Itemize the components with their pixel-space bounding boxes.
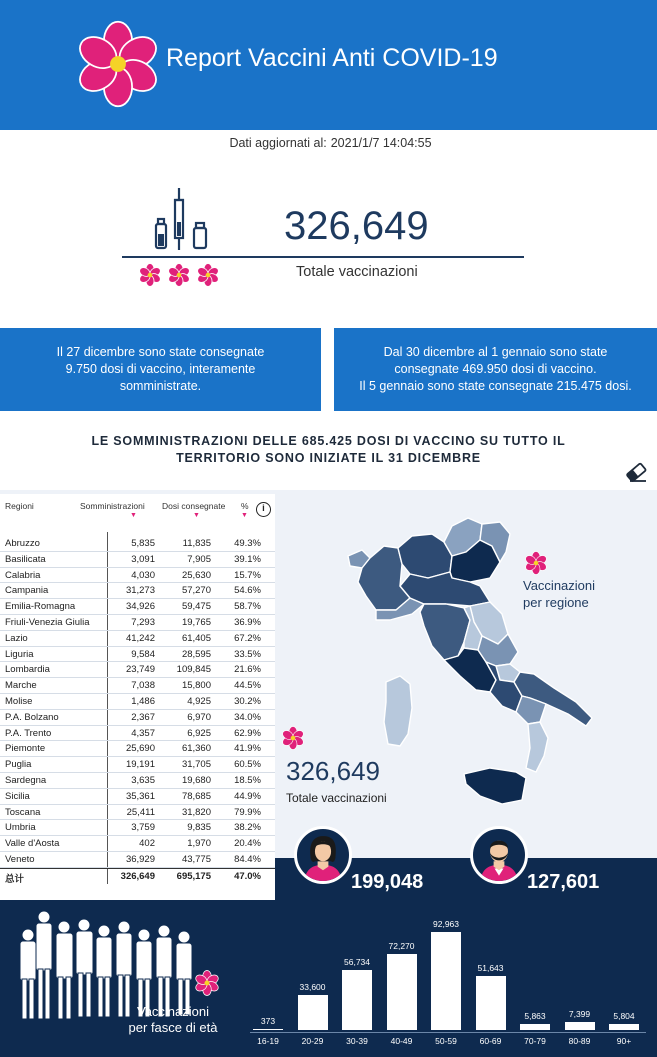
cell-somministrazioni: 41,242 (125, 632, 155, 644)
cell-regione: Toscana (5, 806, 41, 818)
map-region-sicilia (464, 768, 526, 804)
table-row[interactable] (0, 568, 275, 584)
cell-percent: 38.2% (234, 822, 261, 834)
bar-16-19[interactable] (253, 1029, 283, 1030)
page-title: Report Vaccini Anti COVID-19 (166, 44, 498, 72)
table-row[interactable] (0, 647, 275, 663)
age-chart-label-line: Vaccinazioni (136, 1004, 210, 1019)
table-row[interactable] (0, 805, 275, 821)
female-avatar-icon (294, 826, 352, 884)
age-chart-label (118, 1004, 228, 1036)
cell-percent: 62.9% (234, 727, 261, 739)
bar-value-label: 51,643 (477, 962, 504, 973)
cell-somministrazioni: 3,635 (131, 774, 155, 786)
table-body (0, 536, 275, 884)
bar-category-label: 30-39 (346, 1036, 368, 1046)
cell-regione: Campania (5, 585, 49, 597)
cell-regione: Lombardia (5, 664, 50, 676)
cell-percent: 34.0% (234, 711, 261, 723)
column-header-somministrazioni[interactable]: Somministrazioni (80, 501, 145, 511)
bar-category-label: 20-29 (301, 1036, 324, 1046)
cell-percent: 54.6% (234, 585, 261, 597)
cell-dosi: 31,820 (181, 806, 211, 818)
info-box-december (0, 328, 321, 411)
bar-value-label: 33,600 (299, 981, 326, 992)
table-row[interactable] (0, 694, 275, 710)
cell-percent: 84.4% (234, 853, 261, 865)
info-icon[interactable]: i (256, 502, 271, 517)
cell-regione: Umbria (5, 822, 36, 834)
cell-regione: Liguria (5, 648, 34, 660)
bar-value-label: 5,863 (524, 1010, 546, 1021)
cell-percent: 44.9% (234, 790, 261, 802)
bar-60-69[interactable] (476, 976, 506, 1030)
cell-regione: P.A. Bolzano (5, 711, 59, 723)
cell-somministrazioni: 3,759 (131, 822, 155, 834)
map-region-lombardia (398, 534, 452, 578)
table-row[interactable] (0, 599, 275, 615)
info-line: consegnate 469.950 dosi di vaccino. (394, 362, 597, 376)
cell-somministrazioni: 1,486 (131, 695, 155, 707)
cell-regione: P.A. Trento (5, 727, 52, 739)
cell-regione: Marche (5, 680, 37, 692)
cell-dosi: 31,705 (181, 759, 211, 771)
update-label: Dati aggiornati al: (229, 136, 327, 150)
bar-50-59[interactable] (431, 932, 461, 1030)
male-avatar-icon (470, 826, 528, 884)
cell-dosi: 61,360 (181, 743, 211, 755)
cell-dosi: 61,405 (181, 632, 211, 644)
cell-percent: 15.7% (234, 569, 261, 581)
table-row[interactable] (0, 836, 275, 852)
table-row[interactable] (0, 615, 275, 631)
bar-category-label: 60-69 (479, 1036, 502, 1046)
cell-percent: 60.5% (234, 759, 261, 771)
cell-somministrazioni: 34,926 (125, 601, 155, 613)
age-chart-label-line: per fasce di età (128, 1020, 218, 1035)
cell-regione: Emilia-Romagna (5, 601, 76, 613)
table-row[interactable] (0, 741, 275, 757)
cell-regione: Sardegna (5, 774, 47, 786)
male-vaccinations-value: 127,601 (527, 871, 600, 893)
vaccine-icon (152, 186, 212, 254)
cell-dosi: 4,925 (187, 695, 211, 707)
cell-percent: 18.5% (234, 774, 261, 786)
flower-icon (281, 726, 305, 750)
cell-percent: 58.7% (234, 601, 261, 613)
cell-somministrazioni: 7,038 (131, 680, 155, 692)
cell-somministrazioni: 19,191 (125, 759, 155, 771)
info-line: Dal 30 dicembre al 1 gennaio sono state (383, 345, 608, 359)
info-line: Il 5 gennaio sono state consegnate 215.475 dosi. (359, 379, 632, 393)
table-row[interactable] (0, 820, 275, 836)
cell-dosi: 695,175 (176, 870, 211, 882)
cell-somministrazioni: 4,357 (131, 727, 155, 739)
cell-somministrazioni: 5,835 (131, 538, 155, 549)
cell-dosi: 78,685 (181, 790, 211, 802)
cell-somministrazioni: 3,091 (131, 553, 155, 565)
table-row[interactable] (0, 631, 275, 647)
info-line: Il 27 dicembre sono state consegnate (56, 345, 265, 359)
update-value: 2021/1/7 14:04:55 (330, 136, 432, 150)
cell-regione: Veneto (5, 853, 35, 865)
bar-category-label: 70-79 (524, 1036, 546, 1046)
table-row[interactable] (0, 789, 275, 805)
bar-40-49[interactable] (387, 954, 417, 1030)
sort-icon[interactable]: ▼ (241, 512, 248, 519)
cell-dosi: 19,680 (181, 774, 211, 786)
headline-line: TERRITORIO SONO INIZIATE IL 31 DICEMBRE (176, 451, 481, 465)
age-bar-chart (248, 906, 652, 1054)
table-row[interactable] (0, 678, 275, 694)
column-header-regioni[interactable]: Regioni (5, 501, 34, 511)
cell-regione: Friuli-Venezia Giulia (5, 616, 90, 628)
map-region-calabria (526, 722, 548, 772)
cell-regione: Puglia (5, 759, 32, 771)
cell-regione: Molise (5, 695, 33, 707)
cell-somministrazioni: 7,293 (131, 616, 155, 628)
table-row[interactable] (0, 662, 275, 678)
bar-70-79[interactable] (520, 1024, 550, 1030)
cell-dosi: 11,835 (182, 538, 211, 549)
cell-dosi: 28,595 (181, 648, 211, 660)
cell-percent: 49.3% (234, 538, 261, 549)
cell-somministrazioni: 25,411 (126, 806, 155, 818)
map-legend-label (523, 577, 633, 611)
clear-filters-icon[interactable] (624, 460, 648, 484)
cell-percent: 67.2% (234, 632, 261, 644)
cell-percent: 21.6% (234, 664, 261, 676)
cell-regione: Calabria (5, 569, 41, 581)
female-vaccinations-value: 199,048 (351, 871, 424, 893)
cell-dosi: 6,925 (187, 727, 211, 739)
table-row[interactable] (0, 552, 275, 568)
table-row[interactable] (0, 583, 275, 599)
regions-table (0, 494, 275, 900)
flowers-decoration-icon (136, 262, 226, 288)
cell-percent: 39.1% (234, 553, 261, 565)
cell-somministrazioni: 31,273 (125, 585, 155, 597)
bar-value-label: 72,270 (388, 940, 415, 951)
map-total-value: 326,649 (286, 756, 380, 786)
bar-category-label: 16-19 (257, 1036, 279, 1046)
table-row[interactable] (0, 710, 275, 726)
map-legend-line: Vaccinazioni (523, 578, 596, 593)
sort-icon[interactable]: ▼ (130, 512, 137, 519)
bar-category-label: 80-89 (568, 1036, 591, 1046)
map-total-label: Totale vaccinazioni (286, 791, 387, 805)
total-vaccinations-value: 326,649 (284, 204, 429, 248)
bar-category-label: 50-59 (435, 1036, 457, 1046)
cell-somministrazioni: 9,584 (131, 648, 155, 660)
divider (122, 256, 524, 258)
cell-regione: Valle d'Aosta (5, 838, 60, 850)
cell-somministrazioni: 402 (139, 838, 155, 850)
column-header-pct[interactable]: % (241, 501, 249, 511)
cell-dosi: 109,845 (176, 664, 211, 676)
cell-somministrazioni: 36,929 (125, 853, 155, 865)
cell-somministrazioni: 25,690 (125, 743, 155, 755)
cell-dosi: 9,835 (187, 822, 211, 834)
cell-percent: 20.4% (234, 838, 261, 850)
cell-percent: 30.2% (234, 695, 261, 707)
table-row[interactable] (0, 726, 275, 742)
cell-percent: 41.9% (234, 743, 261, 755)
bar-80-89[interactable] (565, 1022, 595, 1030)
cell-somministrazioni: 326,649 (120, 870, 155, 882)
bar-value-label: 373 (260, 1016, 276, 1026)
bar-90+[interactable] (609, 1024, 639, 1030)
flower-logo-icon (74, 20, 162, 108)
cell-dosi: 43,775 (181, 853, 211, 865)
cell-regione: Abruzzo (5, 538, 40, 549)
cell-somministrazioni: 35,361 (125, 790, 155, 802)
table-row[interactable] (0, 757, 275, 773)
cell-regione: Piemonte (5, 743, 46, 755)
cell-percent: 47.0% (234, 870, 261, 882)
headline-line: LE SOMMINISTRAZIONI DELLE 685.425 DOSI DI VACCINO SU TUTTO IL (91, 434, 566, 448)
cell-regione: Lazio (5, 632, 28, 644)
cell-percent: 36.9% (234, 616, 261, 628)
cell-dosi: 57,270 (181, 585, 211, 597)
bar-category-label: 90+ (616, 1036, 632, 1046)
bar-value-label: 56,734 (344, 957, 370, 968)
cell-percent: 79.9% (234, 806, 261, 818)
column-header-dosi[interactable]: Dosi consegnate (162, 501, 226, 511)
cell-dosi: 25,630 (181, 569, 211, 581)
bar-category-label: 40-49 (390, 1036, 413, 1046)
update-timestamp (0, 136, 657, 150)
cell-regione: Basilicata (5, 553, 46, 565)
cell-dosi: 19,765 (181, 616, 211, 628)
cell-dosi: 59,475 (181, 601, 211, 613)
cell-dosi: 7,905 (187, 553, 211, 565)
cell-regione: 总计 (5, 873, 25, 885)
map-legend-line: per regione (523, 595, 589, 610)
cell-percent: 44.5% (234, 680, 261, 692)
bar-value-label: 5,804 (613, 1010, 635, 1021)
chart-baseline (250, 1032, 646, 1033)
sort-icon[interactable]: ▼ (193, 512, 200, 519)
cell-somministrazioni: 2,367 (131, 711, 155, 723)
flower-icon (524, 551, 548, 575)
info-box-january (334, 328, 657, 411)
cell-dosi: 15,800 (181, 680, 211, 692)
cell-somministrazioni: 23,749 (125, 664, 155, 676)
table-row[interactable] (0, 536, 275, 552)
cell-percent: 33.5% (234, 648, 261, 660)
table-header (0, 498, 275, 534)
table-row[interactable] (0, 773, 275, 789)
flower-icon (194, 970, 220, 996)
map-region-sardegna (384, 676, 412, 746)
info-line: 9.750 dosi di vaccino, interamente (65, 362, 256, 376)
cell-somministrazioni: 4,030 (131, 569, 155, 581)
bar-value-label: 92,963 (433, 919, 459, 929)
bar-value-label: 7,399 (568, 1009, 591, 1020)
bar-30-39[interactable] (342, 970, 372, 1030)
cell-regione: Sicilia (5, 790, 30, 802)
total-vaccinations-label: Totale vaccinazioni (296, 264, 418, 280)
table-total-row (0, 868, 275, 884)
bar-20-29[interactable] (298, 995, 328, 1030)
table-row[interactable] (0, 852, 275, 868)
info-line: somministrate. (119, 379, 202, 393)
header-banner (0, 0, 657, 130)
cell-dosi: 1,970 (187, 838, 211, 850)
cell-dosi: 6,970 (187, 711, 211, 723)
section-headline (40, 433, 617, 467)
